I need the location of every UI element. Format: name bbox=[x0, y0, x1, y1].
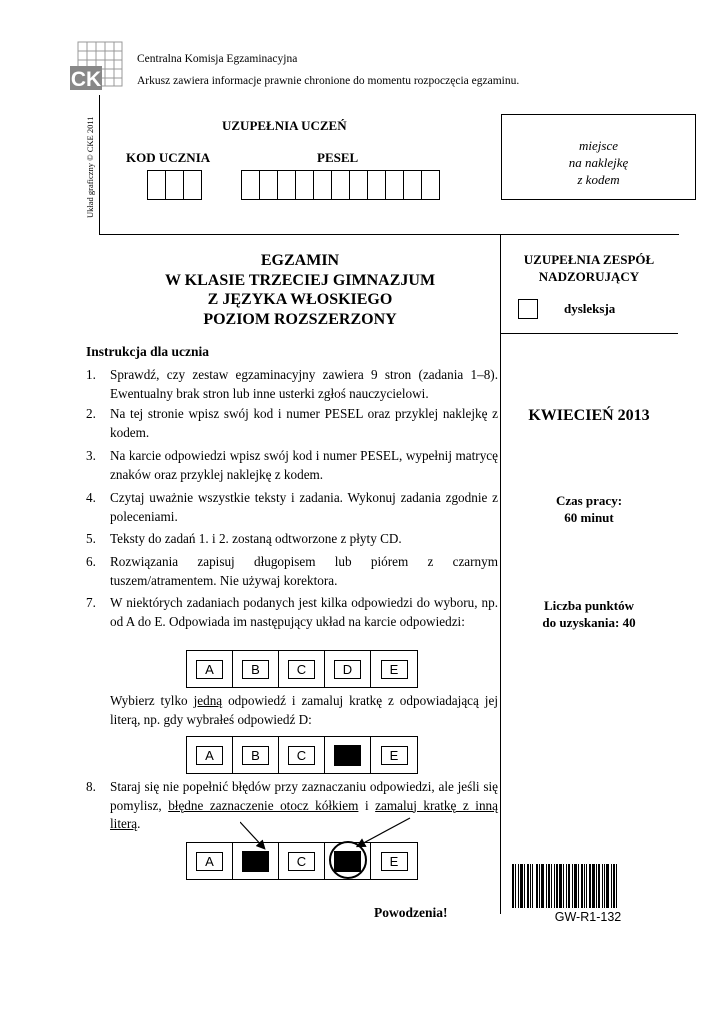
choose-one-text bbox=[110, 692, 498, 729]
item-number: 7. bbox=[86, 595, 96, 610]
pesel-cell[interactable] bbox=[241, 170, 260, 200]
supervisors-title-line-1: UZUPEŁNIA ZESPÓŁ bbox=[523, 252, 655, 267]
item-number: 1. bbox=[86, 367, 96, 382]
points-value: do uzyskania: 40 bbox=[542, 615, 636, 630]
answer-letter: C bbox=[288, 660, 315, 679]
answer-letter: C bbox=[288, 746, 315, 765]
item-number: 2. bbox=[86, 406, 96, 421]
answer-letter: A bbox=[196, 746, 223, 765]
item-text: Teksty do zadań 1. i 2. zostaną odtworzone z płyty CD. bbox=[110, 531, 402, 546]
exam-title-line-4: POZIOM ROZSZERZONY bbox=[203, 310, 397, 328]
exam-title-line-3: Z JĘZYKA WŁOSKIEGO bbox=[207, 291, 393, 308]
svg-text:CK: CK bbox=[70, 68, 102, 91]
item-text: Rozwiązania zapisuj długopisem lub piórem z czarnym tuszem/atramentem. Nie używaj korektora. bbox=[110, 554, 498, 588]
instruction-item bbox=[86, 553, 498, 590]
student-fill-title: UZUPEŁNIA UCZEŃ bbox=[222, 118, 347, 133]
cke-logo bbox=[70, 40, 124, 94]
answer-grid-correction-example bbox=[186, 842, 418, 880]
right-section-rule bbox=[500, 333, 678, 334]
exam-title bbox=[100, 251, 500, 329]
left-vertical-rule bbox=[99, 95, 100, 235]
supervisors-title bbox=[500, 251, 678, 285]
sticker-placeholder bbox=[501, 114, 696, 200]
confidential-notice: Arkusz zawiera informacje prawnie chronione do momentu rozpoczęcia egzaminu. bbox=[137, 75, 520, 87]
item-number: 6. bbox=[86, 554, 96, 569]
max-points bbox=[500, 597, 678, 631]
choose-text-part: odpowiedź i zamaluj kratkę z odpowiadającą jej literą, np. gdy wybrałeś odpowiedź D: bbox=[110, 693, 498, 727]
org-name: Centralna Komisja Egzaminacyjna bbox=[137, 53, 298, 65]
answer-letter: A bbox=[196, 852, 223, 871]
dyslexia-checkbox[interactable] bbox=[518, 299, 538, 319]
item-text: Na tej stronie wpisz swój kod i numer PESEL oraz przyklej naklejkę z kodem. bbox=[110, 406, 498, 440]
pesel-cell[interactable] bbox=[331, 170, 350, 200]
answer-letter: E bbox=[381, 852, 408, 871]
pesel-cells[interactable] bbox=[241, 170, 439, 200]
exam-date: KWIECIEŃ 2013 bbox=[528, 407, 650, 424]
choose-text-emphasis: jedną bbox=[193, 693, 223, 708]
instructions-heading: Instrukcja dla ucznia bbox=[86, 344, 210, 359]
filled-answer-box bbox=[334, 745, 361, 766]
answer-letter: B bbox=[242, 660, 269, 679]
item-text-underlined: zamaluj kratkę z inną literą bbox=[110, 797, 498, 831]
item-number: 8. bbox=[86, 779, 96, 794]
code-cell[interactable] bbox=[183, 170, 202, 200]
pesel-cell[interactable] bbox=[367, 170, 386, 200]
answer-letter: E bbox=[381, 660, 408, 679]
points-label: Liczba punktów bbox=[544, 598, 634, 613]
pesel-cell[interactable] bbox=[421, 170, 440, 200]
dyslexia-label: dysleksja bbox=[564, 301, 616, 316]
good-luck-text: Powodzenia! bbox=[374, 905, 448, 920]
exam-title-line-1: EGZAMIN bbox=[260, 252, 340, 269]
item-text-part: i bbox=[358, 797, 376, 813]
code-cell[interactable] bbox=[147, 170, 166, 200]
answer-grid-example bbox=[186, 650, 418, 688]
instruction-item bbox=[86, 489, 498, 526]
correction-circle bbox=[329, 841, 367, 879]
answer-letter: A bbox=[196, 660, 223, 679]
supervisors-title-line-2: NADZORUJĄCY bbox=[538, 269, 640, 284]
sticker-line-3: z kodem bbox=[577, 172, 620, 187]
item-text-part: . bbox=[137, 816, 141, 831]
instruction-item bbox=[86, 366, 498, 403]
instruction-item bbox=[86, 530, 498, 549]
item-number: 4. bbox=[86, 490, 96, 505]
sticker-line-1: miejsce bbox=[579, 138, 618, 153]
barcode bbox=[512, 862, 664, 908]
answer-letter: C bbox=[288, 852, 315, 871]
answer-grid-filled-example bbox=[186, 736, 418, 774]
student-code-cells[interactable] bbox=[147, 170, 201, 200]
item-text: Na karcie odpowiedzi wpisz swój kod i numer PESEL, wypełnij matrycę znaków oraz przyklej naklejkę z kodem. bbox=[110, 448, 498, 482]
pesel-cell[interactable] bbox=[295, 170, 314, 200]
student-code-label: KOD UCZNIA bbox=[126, 150, 211, 165]
choose-text-part: Wybierz tylko bbox=[110, 693, 194, 708]
item-text-part: Staraj się nie popełnić błędów przy zaznaczaniu odpowiedzi, ale jeśli się pomylisz, bbox=[110, 779, 498, 813]
instruction-item bbox=[86, 405, 498, 442]
pesel-cell[interactable] bbox=[385, 170, 404, 200]
pesel-cell[interactable] bbox=[313, 170, 332, 200]
filled-answer-box bbox=[242, 851, 269, 872]
instruction-item bbox=[86, 594, 498, 631]
item-text: Sprawdź, czy zestaw egzaminacyjny zawiera 9 stron (zadania 1–8). Ewentualny brak stron lub inne usterki zgłoś nauczycielowi. bbox=[110, 367, 498, 401]
pesel-label: PESEL bbox=[317, 150, 359, 165]
item-text-underlined: błędne zaznaczenie otocz kółkiem bbox=[168, 797, 359, 813]
item-text: Czytaj uważnie wszystkie teksty i zadania. Wykonuj zadania zgodnie z poleceniami. bbox=[110, 490, 498, 524]
exam-duration bbox=[500, 492, 678, 526]
item-text: W niektórych zadaniach podanych jest kilka odpowiedzi do wyboru, np. od A do E. Odpowiada im następujący układ na karcie odpowiedzi: bbox=[110, 595, 498, 629]
exam-title-line-2: W KLASIE TRZECIEJ GIMNAZJUM bbox=[164, 271, 436, 289]
code-cell[interactable] bbox=[165, 170, 184, 200]
pesel-cell[interactable] bbox=[403, 170, 422, 200]
answer-letter: E bbox=[381, 746, 408, 765]
answer-letter: D bbox=[334, 660, 361, 679]
sticker-line-2: na naklejkę bbox=[568, 155, 629, 170]
item-number: 3. bbox=[86, 448, 96, 463]
duration-label: Czas pracy: bbox=[555, 493, 623, 508]
instruction-item bbox=[86, 447, 498, 484]
exam-code: GW-R1-132 bbox=[554, 910, 622, 924]
item-number: 5. bbox=[86, 531, 96, 546]
pesel-cell[interactable] bbox=[259, 170, 278, 200]
top-horizontal-rule bbox=[99, 234, 679, 235]
copyright-note: Układ graficzny © CKE 2011 bbox=[85, 116, 95, 218]
pesel-cell[interactable] bbox=[349, 170, 368, 200]
duration-value: 60 minut bbox=[564, 510, 614, 525]
answer-letter: B bbox=[242, 746, 269, 765]
pesel-cell[interactable] bbox=[277, 170, 296, 200]
middle-vertical-rule bbox=[500, 234, 501, 914]
